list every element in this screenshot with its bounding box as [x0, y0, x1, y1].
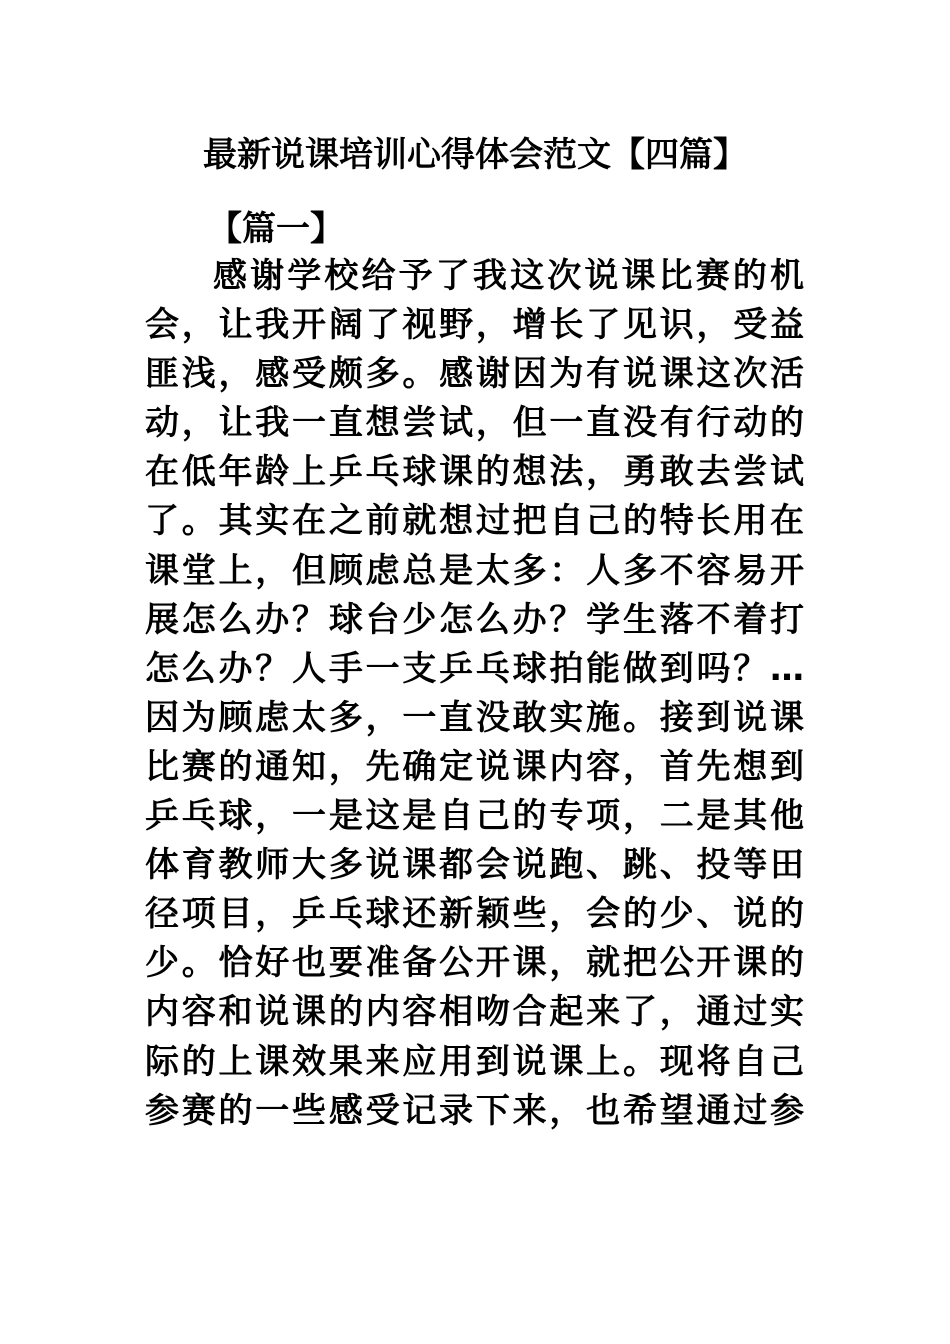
- section-heading: 【篇一】: [208, 209, 344, 249]
- paragraph-line: 动，让我一直想尝试，但一直没有行动的: [145, 403, 805, 444]
- paragraph-line: 匪浅，感受颇多。感谢因为有说课这次活: [145, 354, 805, 395]
- paragraph-line: 感谢学校给予了我这次说课比赛的机: [213, 256, 805, 296]
- body-paragraph: [145, 252, 805, 1136]
- paragraph-line: 少。恰好也要准备公开课，就把公开课的: [145, 943, 805, 984]
- paragraph-line: 在低年龄上乒乓球课的想法，勇敢去尝试: [145, 452, 805, 493]
- paragraph-line: 体育教师大多说课都会说跑、跳、投等田: [145, 845, 805, 886]
- paragraph-line: 因为顾虑太多，一直没敢实施。接到说课: [145, 697, 805, 738]
- paragraph-line: 内容和说课的内容相吻合起来了，通过实: [145, 992, 805, 1033]
- paragraph-line: 比赛的通知，先确定说课内容，首先想到: [145, 746, 805, 787]
- paragraph-line: 会，让我开阔了视野，增长了见识，受益: [145, 305, 805, 346]
- paragraph-line: 展怎么办？球台少怎么办？学生落不着打: [145, 599, 805, 640]
- paragraph-line: 乒乓球，一是这是自己的专项，二是其他: [145, 796, 805, 837]
- document-title: 最新说课培训心得体会范文【四篇】: [203, 135, 747, 175]
- paragraph-line: 课堂上，但顾虑总是太多：人多不容易开: [145, 550, 805, 591]
- paragraph-line: 怎么办？人手一支乒乓球拍能做到吗？…: [145, 648, 805, 689]
- paragraph-line: 际的上课效果来应用到说课上。现将自己: [145, 1041, 805, 1082]
- paragraph-line: 了。其实在之前就想过把自己的特长用在: [145, 501, 805, 542]
- paragraph-line: 参赛的一些感受记录下来，也希望通过参: [145, 1090, 805, 1131]
- paragraph-line: 径项目，乒乓球还新颖些，会的少、说的: [145, 894, 805, 935]
